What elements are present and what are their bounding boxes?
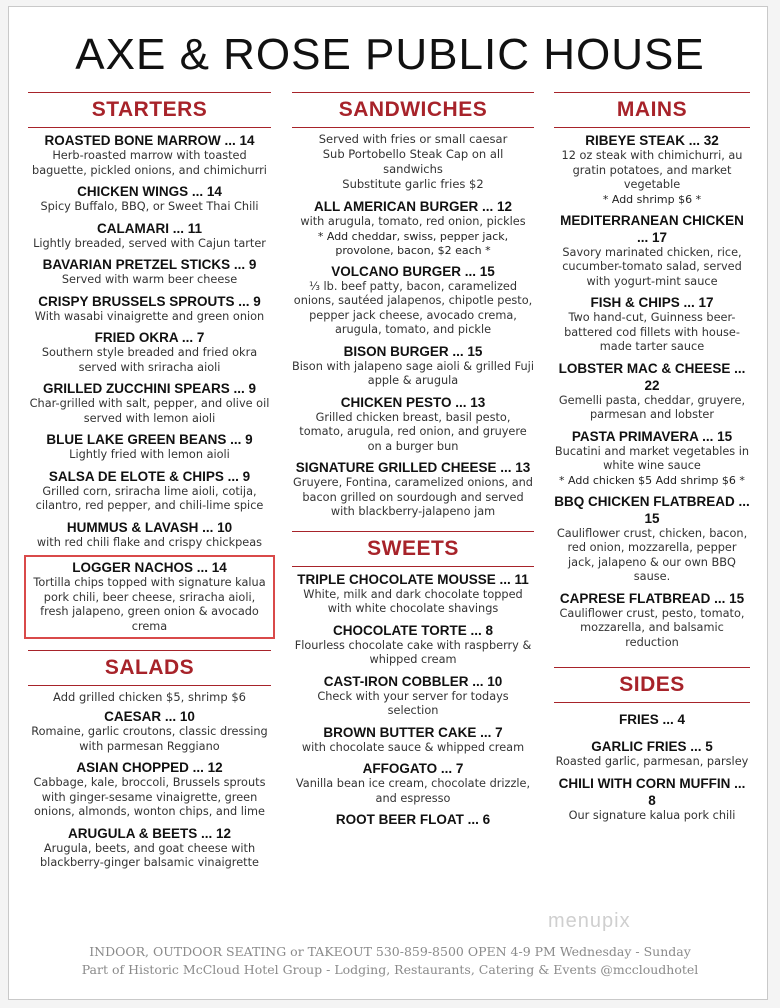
menu-item xyxy=(554,132,750,207)
sandwiches-list xyxy=(292,198,534,520)
item-name: FISH & CHIPS ... 17 xyxy=(590,295,714,310)
item-description: with red chili flake and crispy chickpeas xyxy=(36,535,263,549)
highlighted-menu-item xyxy=(24,555,275,639)
menu-item xyxy=(292,571,534,617)
footer-hours: INDOOR, OUTDOOR SEATING or TAKEOUT 530-859-8500 OPEN 4-9 PM Wednesday - Sunday xyxy=(89,944,691,959)
menu-item xyxy=(28,329,271,375)
menu-item xyxy=(554,294,750,355)
sandwiches-heading: SANDWICHES xyxy=(292,92,534,128)
sides-heading: SIDES xyxy=(554,667,750,703)
item-name: CHILI WITH CORN MUFFIN ... 8 xyxy=(558,775,746,808)
menu-item xyxy=(554,493,750,585)
menu-item xyxy=(292,622,534,668)
item-name: ROASTED BONE MARROW ... 14 xyxy=(44,133,255,148)
item-description: White, milk and dark chocolate topped with white chocolate shavings xyxy=(303,587,523,615)
menu-item xyxy=(292,760,534,806)
item-description: Cauliflower crust, chicken, bacon, red onion, mozzarella, pepper jack, jalapeno & our own BBQ sause. xyxy=(556,526,748,583)
column-middle xyxy=(292,92,534,833)
restaurant-title: AXE & ROSE PUBLIC HOUSE xyxy=(75,30,705,79)
item-description: Cauliflower crust, pesto, tomato, mozzarella, and balsamic reduction xyxy=(559,606,745,649)
menu-item xyxy=(292,343,534,389)
menu-item xyxy=(28,293,271,325)
menu-item xyxy=(28,759,271,820)
item-name: HUMMUS & LAVASH ... 10 xyxy=(66,519,233,535)
sandwiches-note: Served with fries or small caesar xyxy=(318,132,508,146)
item-description: with chocolate sauce & whipped cream xyxy=(301,740,525,754)
item-name: CAESAR ... 10 xyxy=(104,709,195,724)
menu-item xyxy=(292,811,534,828)
item-name: RIBEYE STEAK ... 32 xyxy=(585,133,719,148)
item-description: Grilled chicken breast, basil pesto, tomato, arugula, red onion, and gruyere on a burger bun xyxy=(299,410,527,453)
sweets-list xyxy=(292,571,534,829)
menu-item xyxy=(292,459,534,520)
menu-item xyxy=(554,360,750,423)
menu-item xyxy=(28,519,271,551)
watermark: menupix xyxy=(548,910,631,932)
menu-item xyxy=(28,256,271,288)
item-name: CHICKEN PESTO ... 13 xyxy=(340,394,486,410)
menu-item xyxy=(292,724,534,756)
item-description: Bison with jalapeno sage aioli & grilled Fuji apple & arugula xyxy=(292,359,534,387)
item-description: 12 oz steak with chimichurri, au gratin potatoes, and market vegetable xyxy=(561,149,743,191)
menu-item xyxy=(292,263,534,338)
item-name: FRIES ... 4 xyxy=(618,712,686,727)
item-name: CALAMARI ... 11 xyxy=(96,220,202,236)
item-description: Herb-roasted marrow with toasted baguette, pickled onions, and chimichurri xyxy=(32,149,267,177)
item-name: LOBSTER MAC & CHEESE ... 22 xyxy=(558,360,746,393)
item-name: BBQ CHICKEN FLATBREAD ... 15 xyxy=(554,493,750,526)
menu-item xyxy=(554,738,750,770)
item-description: With wasabi vinaigrette and green onion xyxy=(34,309,265,323)
item-description: Spicy Buffalo, BBQ, or Sweet Thai Chili xyxy=(40,200,259,213)
item-description: Our signature kalua pork chili xyxy=(568,808,736,822)
menu-item xyxy=(28,183,271,215)
item-description: Check with your server for todays selection xyxy=(317,689,509,717)
item-description: Vanilla bean ice cream, chocolate drizzle, and espresso xyxy=(295,777,531,805)
sandwiches-note: Sub Portobello Steak Cap on all sandwichs xyxy=(322,147,504,176)
item-name: AFFOGATO ... 7 xyxy=(362,761,464,776)
item-description: Cabbage, kale, broccoli, Brussels sprouts with ginger-sesame vinaigrette, green onions, almonds, wonton chips, and lime xyxy=(33,776,266,818)
item-description: Gruyere, Fontina, caramelized onions, and bacon grilled on sourdough and served with blackberry-jalapeno jam xyxy=(293,476,533,518)
item-description: Arugula, beets, and goat cheese with blackberry-ginger balsamic vinaigrette xyxy=(40,841,259,869)
menu-item xyxy=(554,775,750,824)
item-description: Bucatini and market vegetables in white wine sauce xyxy=(554,444,750,472)
menu-item xyxy=(28,825,271,871)
item-description: Char-grilled with salt, pepper, and olive oil served with lemon aioli xyxy=(29,397,270,425)
item-name: LOGGER NACHOS ... 14 xyxy=(72,560,227,575)
menu-item xyxy=(292,198,534,258)
salads-heading: SALADS xyxy=(28,650,271,686)
menu-item xyxy=(554,711,750,728)
item-description: Flourless chocolate cake with raspberry & whipped cream xyxy=(294,638,532,666)
salads-note: Add grilled chicken $5, shrimp $6 xyxy=(53,690,246,704)
menu-item xyxy=(28,431,271,463)
item-name: BLUE LAKE GREEN BEANS ... 9 xyxy=(46,432,253,447)
item-addon: * Add cheddar, swiss, pepper jack, provolone, bacon, $2 each * xyxy=(317,229,509,257)
footer-group: Part of Historic McCloud Hotel Group - Lodging, Restaurants, Catering & Events @mccloudhotel xyxy=(81,962,699,977)
menu-item xyxy=(28,220,271,252)
item-name: CAST-IRON COBBLER ... 10 xyxy=(323,673,503,689)
item-name: ALL AMERICAN BURGER ... 12 xyxy=(313,199,513,214)
starters-list xyxy=(28,132,271,639)
menu-item xyxy=(554,428,750,488)
column-left xyxy=(28,92,271,876)
item-name: SIGNATURE GRILLED CHEESE ... 13 xyxy=(295,460,531,475)
item-addon: * Add shrimp $6 * xyxy=(602,192,702,206)
item-name: BISON BURGER ... 15 xyxy=(343,343,483,359)
menu-item xyxy=(292,394,534,455)
item-name: ARUGULA & BEETS ... 12 xyxy=(67,825,232,841)
item-description: with arugula, tomato, red onion, pickles xyxy=(300,215,526,228)
item-description: Lightly breaded, served with Cajun tarter xyxy=(33,236,266,250)
mains-heading: MAINS xyxy=(554,92,750,128)
item-name: GRILLED ZUCCHINI SPEARS ... 9 xyxy=(42,381,257,396)
item-description: Savory marinated chicken, rice, cucumber-tomato salad, served with yogurt-mint sauce xyxy=(562,245,742,288)
item-name: CHOCOLATE TORTE ... 8 xyxy=(332,622,493,638)
item-description: Gemelli pasta, cheddar, gruyere, parmesan and lobster xyxy=(558,393,746,421)
item-name: FRIED OKRA ... 7 xyxy=(94,330,205,345)
item-name: ROOT BEER FLOAT ... 6 xyxy=(335,812,491,827)
item-description: ⅓ lb. beef patty, bacon, caramelized onions, sautéed jalapenos, chipotle pesto, pepper jack cheese, avocado crema, arugula, tomato, and pickle xyxy=(293,279,533,336)
item-description: Lightly fried with lemon aioli xyxy=(69,448,230,461)
item-description: Served with warm beer cheese xyxy=(61,273,238,286)
sandwiches-note: Substitute garlic fries $2 xyxy=(342,177,484,191)
item-name: GARLIC FRIES ... 5 xyxy=(591,739,713,754)
menu-item xyxy=(28,380,271,426)
item-description: Southern style breaded and fried okra served with sriracha aioli xyxy=(41,346,258,374)
item-name: PASTA PRIMAVERA ... 15 xyxy=(571,428,733,444)
item-description: Tortilla chips topped with signature kalua pork chili, beer cheese, sriracha aioli, fresh jalapeno, green onion & avocado crema xyxy=(33,576,266,633)
item-name: CRISPY BRUSSELS SPROUTS ... 9 xyxy=(38,293,261,309)
menu-item xyxy=(554,212,750,290)
item-description: Romaine, garlic croutons, classic dressing with parmesan Reggiano xyxy=(31,725,268,753)
item-name: BROWN BUTTER CAKE ... 7 xyxy=(323,724,503,740)
item-name: CAPRESE FLATBREAD ... 15 xyxy=(559,590,745,606)
item-name: VOLCANO BURGER ... 15 xyxy=(331,263,495,279)
sides-list xyxy=(554,707,750,823)
sweets-heading: SWEETS xyxy=(292,531,534,567)
salads-list xyxy=(28,708,271,871)
item-addon: * Add chicken $5 Add shrimp $6 * xyxy=(559,473,745,487)
menu-item xyxy=(554,590,750,651)
menu-item xyxy=(28,468,271,514)
starters-heading: STARTERS xyxy=(28,92,271,128)
item-description: Grilled corn, sriracha lime aioli, cotija, cilantro, red pepper, and chili-lime spice xyxy=(35,484,264,512)
item-description: Roasted garlic, parmesan, parsley xyxy=(555,755,749,768)
item-description: Two hand-cut, Guinness beer-battered cod fillets with house-made tarter sauce xyxy=(564,311,740,353)
item-name: CHICKEN WINGS ... 14 xyxy=(77,184,222,199)
menu-item xyxy=(28,132,271,178)
column-right xyxy=(554,92,750,828)
menu-item xyxy=(292,673,534,719)
item-name: TRIPLE CHOCOLATE MOUSSE ... 11 xyxy=(297,571,529,587)
menu-item xyxy=(28,708,271,754)
item-name: ASIAN CHOPPED ... 12 xyxy=(76,760,223,775)
item-name: BAVARIAN PRETZEL STICKS ... 9 xyxy=(42,257,257,272)
item-name: MEDITERRANEAN CHICKEN ... 17 xyxy=(560,212,744,245)
item-name: SALSA DE ELOTE & CHIPS ... 9 xyxy=(48,468,251,484)
mains-list xyxy=(554,132,750,650)
